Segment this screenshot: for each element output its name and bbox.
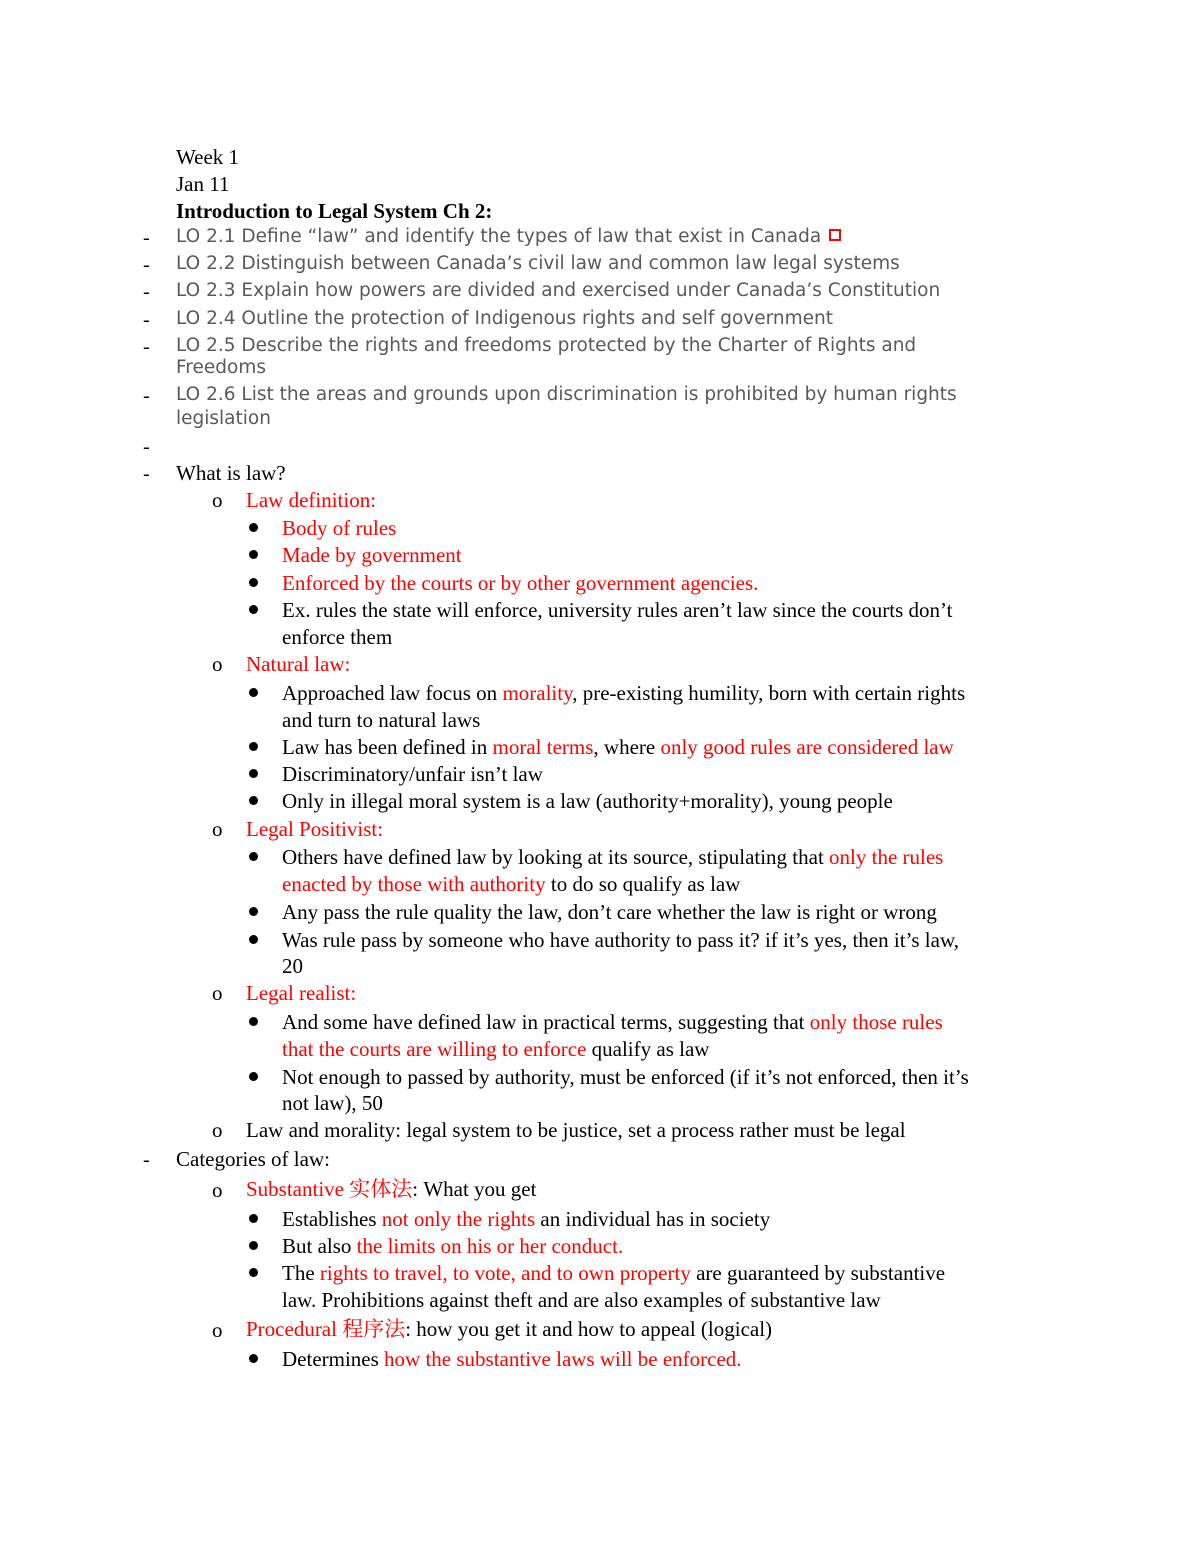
bullet-dot [249, 742, 258, 751]
circle-marker: o [212, 652, 223, 676]
definition-item: Ex. rules the state will enforce, university rules aren’t law since the courts don’t [282, 598, 953, 622]
bullet-dot [249, 769, 258, 778]
bullet-dot [249, 1241, 258, 1250]
realist-item-cont: not law), 50 [282, 1091, 383, 1115]
highlight-run: only good rules are considered law [660, 735, 954, 759]
realist-item-cont [282, 1039, 709, 1060]
dash-marker: - [143, 436, 150, 458]
date-label: Jan 11 [176, 172, 230, 196]
positivist-item-cont: 20 [282, 954, 303, 978]
dash-marker: - [143, 254, 150, 276]
text-run: , pre-existing humility, born with certain rights [572, 681, 966, 705]
highlight-run: rights to travel, to vote, and to own property [319, 1261, 691, 1285]
bullet-dot [249, 1214, 258, 1223]
objective-item: LO 2.3 Explain how powers are divided and exercised under Canada’s Constitution [176, 280, 941, 301]
natural-item [282, 683, 965, 704]
dash-marker: - [143, 463, 150, 485]
dash-marker: - [143, 1149, 150, 1171]
bullet-dot [249, 1354, 258, 1363]
objective-item: LO 2.4 Outline the protection of Indigenous rights and self government [176, 308, 834, 329]
substantive-item [282, 1263, 945, 1284]
section-title: Introduction to Legal System Ch 2: [176, 199, 493, 223]
dash-marker: - [143, 336, 150, 358]
highlight-run: only those rules [809, 1010, 943, 1034]
text-run: The [282, 1261, 320, 1285]
realist-item [282, 1012, 943, 1033]
objective-item [176, 228, 841, 247]
dash-marker: - [143, 281, 150, 303]
bullet-dot [249, 523, 258, 532]
objective-item: LO 2.2 Distinguish between Canada’s civil law and common law legal systems [176, 253, 900, 274]
positivist-item: Was rule pass by someone who have authority to pass it? if it’s yes, then it’s law, [282, 928, 959, 952]
highlight-run: the limits on his or her conduct. [356, 1234, 624, 1258]
highlight-run: enacted by those with authority [282, 872, 546, 896]
text-run: : how you get it and how to appeal (logical) [405, 1317, 773, 1341]
bullet-dot [249, 907, 258, 916]
substantive-item [282, 1209, 770, 1230]
text-run: qualify as law [586, 1037, 710, 1061]
objective-item: LO 2.5 Describe the rights and freedoms protected by the Charter of Rights and [176, 335, 917, 356]
law-definition-label: Law definition: [246, 488, 377, 512]
positivist-item: Any pass the rule quality the law, don’t care whether the law is right or wrong [282, 900, 937, 924]
bullet-dot [249, 605, 258, 614]
law-and-morality: Law and morality: legal system to be justice, set a process rather must be legal [246, 1118, 906, 1142]
bullet-dot [249, 578, 258, 587]
objective-item: LO 2.6 List the areas and grounds upon discrimination is prohibited by human rights [176, 384, 957, 405]
bullet-dot [249, 550, 258, 559]
circle-marker: o [212, 488, 223, 512]
positivist-item-cont [282, 874, 740, 895]
realist-item: Not enough to passed by authority, must be enforced (if it’s not enforced, then it’s [282, 1065, 969, 1089]
highlight-run: that the courts are willing to enforce [282, 1037, 587, 1061]
substantive-label [246, 1179, 536, 1200]
definition-item: Enforced by the courts or by other government agencies. [282, 571, 759, 595]
dash-marker: - [143, 227, 150, 249]
bullet-dot [249, 1017, 258, 1026]
natural-law-label: Natural law: [246, 652, 351, 676]
text-run: Law has been defined in [282, 735, 493, 759]
natural-item-cont: and turn to natural laws [282, 708, 481, 732]
circle-marker: o [212, 1118, 223, 1142]
text-run: Others have defined law by looking at its source, stipulating that [282, 845, 830, 869]
bullet-dot [249, 1072, 258, 1081]
what-is-law-heading: What is law? [176, 461, 286, 485]
objective-item-cont: legislation [176, 408, 271, 429]
highlight-run: not only the rights [381, 1207, 536, 1231]
bullet-dot [249, 688, 258, 697]
positivist-item [282, 847, 943, 868]
circle-marker: o [212, 1178, 223, 1202]
dash-marker: - [143, 385, 150, 407]
text-run: , where [593, 735, 661, 759]
text-run: : What you get [412, 1177, 537, 1201]
text-run: But also [282, 1234, 357, 1258]
text-run: Determines [282, 1347, 385, 1371]
circle-marker: o [212, 1318, 223, 1342]
highlight-run: Procedural 程序法 [246, 1317, 406, 1341]
definition-item: Made by government [282, 543, 462, 567]
highlight-run: Substantive 实体法 [246, 1177, 413, 1201]
bullet-dot [249, 1268, 258, 1277]
text-run: to do so qualify as law [545, 872, 741, 896]
natural-item: Discriminatory/unfair isn’t law [282, 762, 543, 786]
bullet-dot [249, 852, 258, 861]
bullet-dot [249, 935, 258, 944]
circle-marker: o [212, 817, 223, 841]
highlight-run: morality [502, 681, 573, 705]
definition-item-cont: enforce them [282, 625, 393, 649]
definition-item: Body of rules [282, 516, 397, 540]
highlight-run: how the substantive laws will be enforced. [384, 1347, 742, 1371]
highlight-run: moral terms [492, 735, 594, 759]
substantive-item [282, 1236, 623, 1257]
week-label: Week 1 [176, 145, 240, 169]
categories-heading: Categories of law: [176, 1147, 330, 1171]
highlight-run: only the rules [829, 845, 944, 869]
natural-item [282, 737, 954, 758]
procedural-label [246, 1319, 772, 1340]
text-run: And some have defined law in practical terms, suggesting that [282, 1010, 810, 1034]
legal-positivist-label: Legal Positivist: [246, 817, 384, 841]
dash-marker: - [143, 309, 150, 331]
objective-text: LO 2.1 Define “law” and identify the types of law that exist in Canada [176, 226, 822, 247]
box-icon [829, 229, 841, 241]
legal-realist-label: Legal realist: [246, 981, 357, 1005]
bullet-dot [249, 796, 258, 805]
text-run: Approached law focus on [282, 681, 503, 705]
objective-item-cont: Freedoms [176, 357, 266, 378]
text-run: Establishes [282, 1207, 382, 1231]
text-run: an individual has in society [535, 1207, 771, 1231]
natural-item: Only in illegal moral system is a law (authority+morality), young people [282, 789, 893, 813]
procedural-item [282, 1349, 742, 1370]
circle-marker: o [212, 981, 223, 1005]
text-run: are guaranteed by substantive [690, 1261, 946, 1285]
substantive-item-cont: law. Prohibitions against theft and are also examples of substantive law [282, 1288, 881, 1312]
